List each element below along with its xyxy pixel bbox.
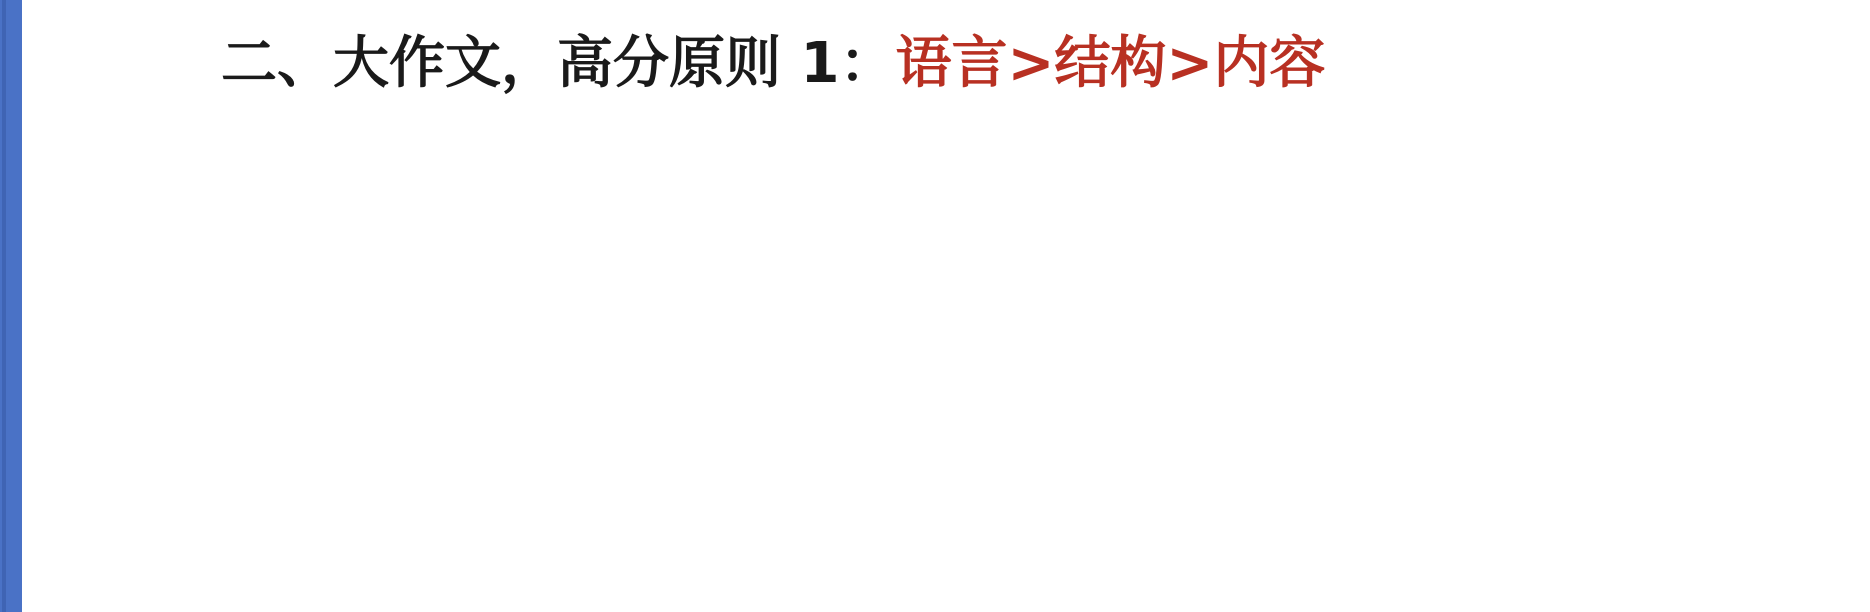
heading-prefix: 二、大作文，高分原则 1： — [221, 31, 896, 96]
slide-heading — [221, 24, 1325, 104]
left-accent-bar-stripe — [2, 0, 6, 612]
left-accent-bar — [0, 0, 22, 612]
heading-highlight: 语言>结构>内容 — [895, 31, 1326, 96]
